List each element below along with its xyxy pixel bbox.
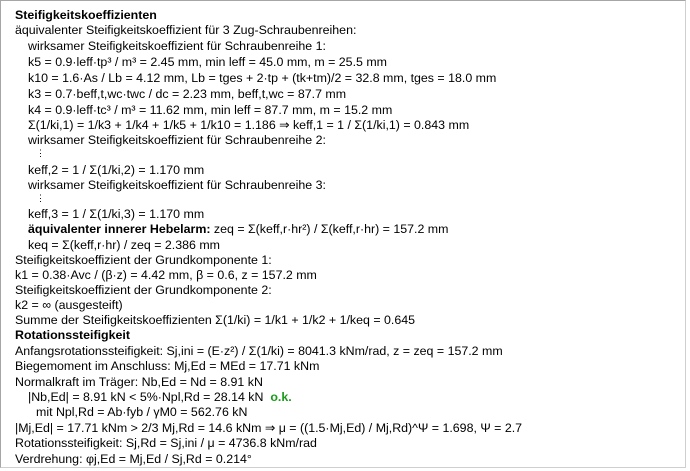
formula-line: Anfangsrotationssteifigkeit: Sj,ini = (E·z²) / Σ(1/ki) = 8041.3 kNm/rad, z = zeq = 157.2 mm: [15, 344, 503, 358]
formula-line: k4 = 0.9·leff·tc³ / m³ = 11.62 mm, min leff = 87.7 mm, m = 15.2 mm: [28, 103, 393, 117]
text-line: Steifigkeitskoeffizient der Grundkomponente 1:: [15, 253, 272, 267]
vertical-ellipsis-icon: ⋮: [36, 148, 45, 158]
formula-line: keq = Σ(keff,r·hr) / zeq = 2.386 mm: [28, 238, 220, 252]
formula-line: Σ(1/ki,1) = 1/k3 + 1/k4 + 1/k5 + 1/k10 = 1.186 ⇒ keff,1 = 1 / Σ(1/ki,1) = 0.843 mm: [28, 118, 470, 132]
formula-line: mit Npl,Rd = Ab·fyb / γM0 = 562.76 kN: [36, 405, 248, 419]
formula-line: Verdrehung: φj,Ed = Mj,Ed / Sj,Rd = 0.214°: [15, 452, 252, 466]
formula-line: keff,3 = 1 / Σ(1/ki,3) = 1.170 mm: [28, 207, 205, 221]
formula-line: k1 = 0.38·Avc / (β·z) = 4.42 mm, β = 0.6, z = 157.2 mm: [15, 268, 317, 282]
formula-line: k10 = 1.6·As / Lb = 4.12 mm, Lb = tges + 2·tp + (tk+tm)/2 = 32.8 mm, tges = 18.0 mm: [28, 71, 497, 85]
heading-stiffness-coefficients: Steifigkeitskoeffizienten: [15, 8, 157, 22]
check-line: [28, 390, 292, 405]
text-line: wirksamer Steifigkeitskoeffizient für Schraubenreihe 3:: [28, 178, 326, 192]
text-line: äquivalenter Steifigkeitskoeffizient für 3 Zug-Schraubenreihen:: [15, 23, 357, 37]
formula-line: Summe der Steifigkeitskoeffizienten Σ(1/ki) = 1/k1 + 1/k2 + 1/keq = 0.645: [15, 313, 416, 327]
formula-line: keff,2 = 1 / Σ(1/ki,2) = 1.170 mm: [28, 163, 205, 177]
formula-line: |Mj,Ed| = 17.71 kNm > 2/3 Mj,Rd = 14.6 kNm ⇒ μ = ((1.5·Mj,Ed) / Mj,Rd)^Ψ = 1.698, Ψ = 2.7: [15, 421, 523, 435]
heading-rotational-stiffness: Rotationssteifigkeit: [15, 328, 130, 342]
vertical-ellipsis-icon: ⋮: [36, 193, 45, 203]
formula-line: Biegemoment im Anschluss: Mj,Ed = MEd = 17.71 kNm: [15, 359, 320, 373]
formula-line: k2 = ∞ (ausgesteift): [15, 298, 123, 312]
text-line: wirksamer Steifigkeitskoeffizient für Schraubenreihe 2:: [28, 133, 326, 147]
formula-line: k3 = 0.7·beff,t,wc·twc / dc = 2.23 mm, beff,t,wc = 87.7 mm: [28, 87, 347, 101]
formula-line: k5 = 0.9·leff·tp³ / m³ = 2.45 mm, min leff = 45.0 mm, m = 25.5 mm: [28, 55, 387, 69]
check-formula: |Nb,Ed| = 8.91 kN < 5%·Npl,Rd = 28.14 kN: [28, 390, 264, 404]
lever-arm-line: [28, 222, 448, 237]
formula-line: Rotationssteifigkeit: Sj,Rd = Sj,ini / μ = 4736.8 kNm/rad: [15, 436, 317, 450]
ok-badge: o.k.: [270, 390, 292, 404]
formula-line: Normalkraft im Träger: Nb,Ed = Nd = 8.91 kN: [15, 375, 263, 389]
lever-arm-label: äquivalenter innerer Hebelarm:: [28, 222, 211, 236]
text-line: Steifigkeitskoeffizient der Grundkomponente 2:: [15, 283, 272, 297]
lever-arm-formula: zeq = Σ(keff,r·hr²) / Σ(keff,r·hr) = 157.2 mm: [210, 222, 449, 236]
text-line: wirksamer Steifigkeitskoeffizient für Schraubenreihe 1:: [28, 39, 326, 53]
